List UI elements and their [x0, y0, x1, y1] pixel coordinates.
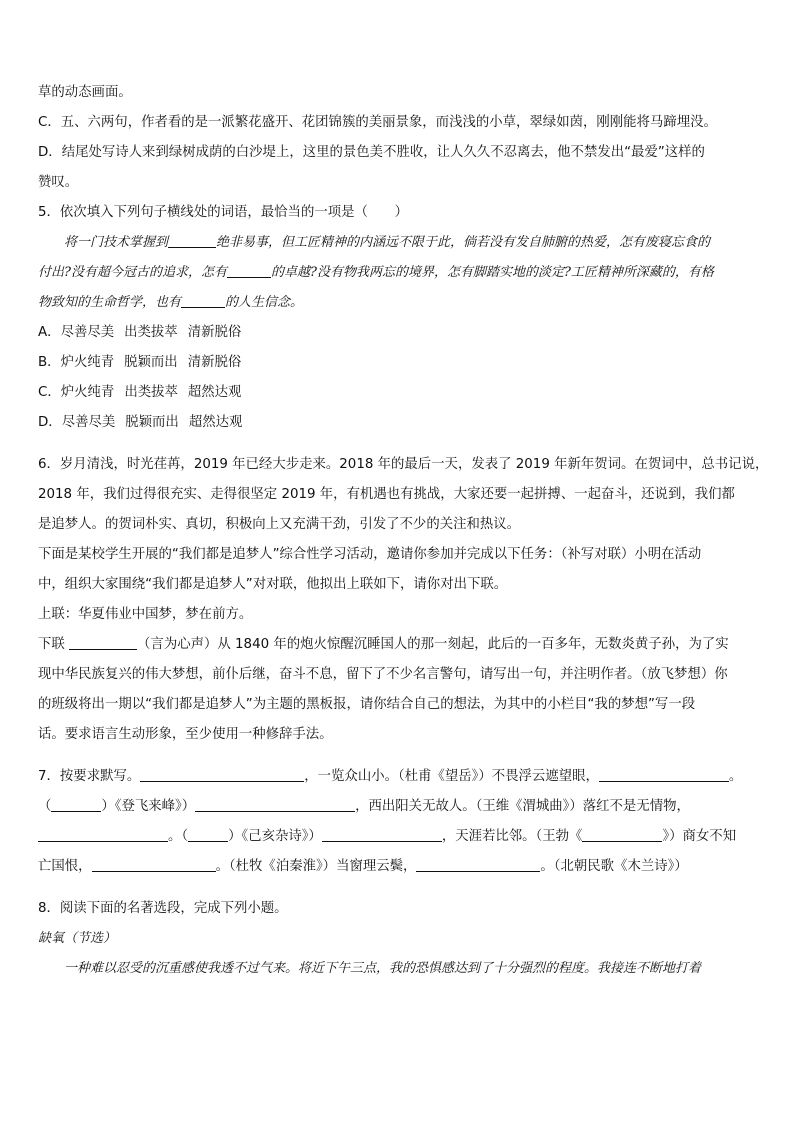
- q5-passage-text: 绝非易事，但工匠精神的内涵远不限于此，倘若没有发自肺腑的热爱，怎有废寝忘食的: [216, 235, 711, 250]
- option-label: B．: [38, 355, 61, 370]
- q7-line: [38, 852, 758, 882]
- q5-passage-text: 的人生信念。: [225, 295, 304, 310]
- q7-text: （: [38, 799, 52, 814]
- fill-blank[interactable]: [322, 827, 442, 842]
- lower-label: 下联: [38, 637, 65, 652]
- q4-option-d: D．结尾处写诗人来到绿树成荫的白沙堤上，这里的景色美不胜收，让人久久不忍离去，他不禁发出“最爱”这样的: [38, 145, 705, 160]
- fill-blank[interactable]: [181, 293, 225, 308]
- q6-task-line: 现中华民族复兴的伟大梦想，前仆后继，奋斗不息，留下了不少名言警句，请写出一句，并注明作者。（放飞梦想）你: [38, 667, 728, 682]
- fill-blank[interactable]: [188, 827, 228, 842]
- q5-passage-text: 的卓越?没有物我两忘的境界，怎有脚踏实地的淡定?工匠精神所深藏的，有格: [270, 265, 714, 280]
- q4-option-c: C．五、六两句，作者看的是一派繁花盛开、花团锦簇的美丽景象，而浅浅的小草，翠绿如茵，刚刚能将马蹄埋没。: [38, 115, 717, 130]
- option-word: 清新脱俗: [187, 355, 242, 370]
- option-word: 尽善尽美: [61, 415, 116, 430]
- q6-task-line: 话。要求语言生动形象，至少使用一种修辞手法。: [38, 727, 333, 742]
- q7-text: 。（北朝民歌《木兰诗》）: [540, 859, 688, 874]
- q7-text: 》）商女不知: [662, 829, 737, 844]
- option-word: 超然达观: [188, 415, 243, 430]
- option-word: 尽善尽美: [60, 325, 115, 340]
- fill-blank[interactable]: [51, 797, 101, 812]
- option-word: 脱颖而出: [124, 355, 178, 370]
- option-word: 出类拔萃: [124, 325, 178, 340]
- fill-blank[interactable]: [227, 263, 271, 278]
- q6-paragraph-line: 6．岁月清浅，时光荏苒，2019 年已经大步走来。2018 年的最后一天，发表了 2019 年新年贺词。在贺词中，总书记说，: [38, 457, 769, 472]
- q6-lower-couplet: [38, 630, 758, 660]
- q7-text: ，西出阳关无故人。（王维《渭城曲》）落红不是无情物，: [355, 799, 690, 814]
- q5-passage-text: 物致知的生命哲学，也有: [38, 295, 182, 310]
- q5-option-a: [38, 318, 758, 348]
- option-word: 脱颖而出: [125, 415, 179, 430]
- q7-text: ）《登飞来峰》）: [101, 799, 196, 814]
- intro-line: 草的动态画面。: [38, 85, 132, 100]
- q5-option-c: [38, 378, 758, 408]
- fill-blank[interactable]: [69, 635, 137, 650]
- q7-line: [38, 822, 758, 852]
- fill-blank[interactable]: [38, 827, 168, 842]
- q8-passage-title: 缺氧（节选）: [38, 931, 117, 946]
- q7-text: ）《己亥杂诗》）: [228, 829, 322, 844]
- option-word: 清新脱俗: [187, 325, 242, 340]
- option-word: 超然达观: [187, 385, 242, 400]
- q7-line: [38, 762, 758, 792]
- q7-text: 。（: [168, 829, 189, 844]
- q5-option-b: [38, 348, 758, 378]
- q6-task-line: 下面是某校学生开展的“我们都是追梦人”综合性学习活动，邀请你参加并完成以下任务：（补写对联）小明在活动: [38, 547, 702, 562]
- q6-task-line: 中，组织大家围绕“我们都是追梦人”对对联，他拟出上联如下，请你对出下联。: [38, 577, 508, 592]
- q5-passage-line: [38, 288, 758, 318]
- q7-text: 7．按要求默写。: [38, 769, 141, 784]
- q5-stem: 5．依次填入下列句子横线处的词语，最恰当的一项是（ ）: [38, 205, 409, 220]
- q6-paragraph-line: 2018 年，我们过得很充实、走得很坚定 2019 年，有机遇也有挑战，大家还要一起拼搏、一起奋斗，还说到，我们都: [38, 487, 735, 502]
- option-label: A．: [38, 325, 61, 340]
- document-body: [38, 78, 769, 984]
- q6-task-line: 的班级将出一期以“我们都是追梦人”为主题的黑板报，请你结合自己的想法，为其中的小栏目“我的梦想”写一段: [38, 697, 696, 712]
- q6-upper-couplet: 上联：华夏伟业中国梦，梦在前方。: [38, 607, 253, 622]
- q8-stem: 8．阅读下面的名著选段，完成下列小题。: [38, 901, 288, 916]
- q6-task-text: （言为心声）从 1840 年的炮火惊醒沉睡国人的那一刻起，此后的一百多年，无数炎黄子孙，为了实: [137, 637, 729, 652]
- q5-passage-text: 付出?没有超今冠古的追求，怎有: [38, 265, 227, 280]
- fill-blank[interactable]: [92, 857, 216, 872]
- q5-option-d: [38, 408, 758, 438]
- q7-text: ，天涯若比邻。（王勃《: [441, 829, 583, 844]
- fill-blank[interactable]: [140, 767, 304, 782]
- option-label: D．: [38, 415, 62, 430]
- option-word: 炉火纯青: [60, 355, 115, 370]
- q7-line: [38, 792, 758, 822]
- fill-blank[interactable]: [416, 857, 540, 872]
- fill-blank[interactable]: [195, 797, 355, 812]
- option-label: C．: [38, 385, 61, 400]
- option-word: 炉火纯青: [60, 385, 115, 400]
- q7-text: 。: [728, 769, 743, 784]
- option-word: 出类拔萃: [124, 385, 178, 400]
- fill-blank[interactable]: [582, 827, 662, 842]
- q4-option-d-continued: 赞叹。: [38, 175, 79, 190]
- q8-passage-line: 一种难以忍受的沉重感使我透不过气来。将近下午三点，我的恐惧感达到了十分强烈的程度。我接连不断地打着: [64, 961, 702, 976]
- q7-text: ，一览众山小。（杜甫《望岳》）不畏浮云遮望眼，: [304, 769, 599, 784]
- q7-text: 。（杜牧《泊秦淮》）当窗理云鬓，: [215, 859, 417, 874]
- q5-passage-line: [38, 258, 758, 288]
- fill-blank[interactable]: [599, 767, 729, 782]
- q5-passage-line: [38, 228, 758, 258]
- q6-paragraph-line: 是追梦人。的贺词朴实、真切，积极向上又充满干劲，引发了不少的关注和热议。: [38, 517, 521, 532]
- q5-passage-text: 将一门技术掌握到: [64, 235, 169, 250]
- fill-blank[interactable]: [168, 233, 216, 248]
- q7-text: 亡国恨，: [38, 859, 92, 874]
